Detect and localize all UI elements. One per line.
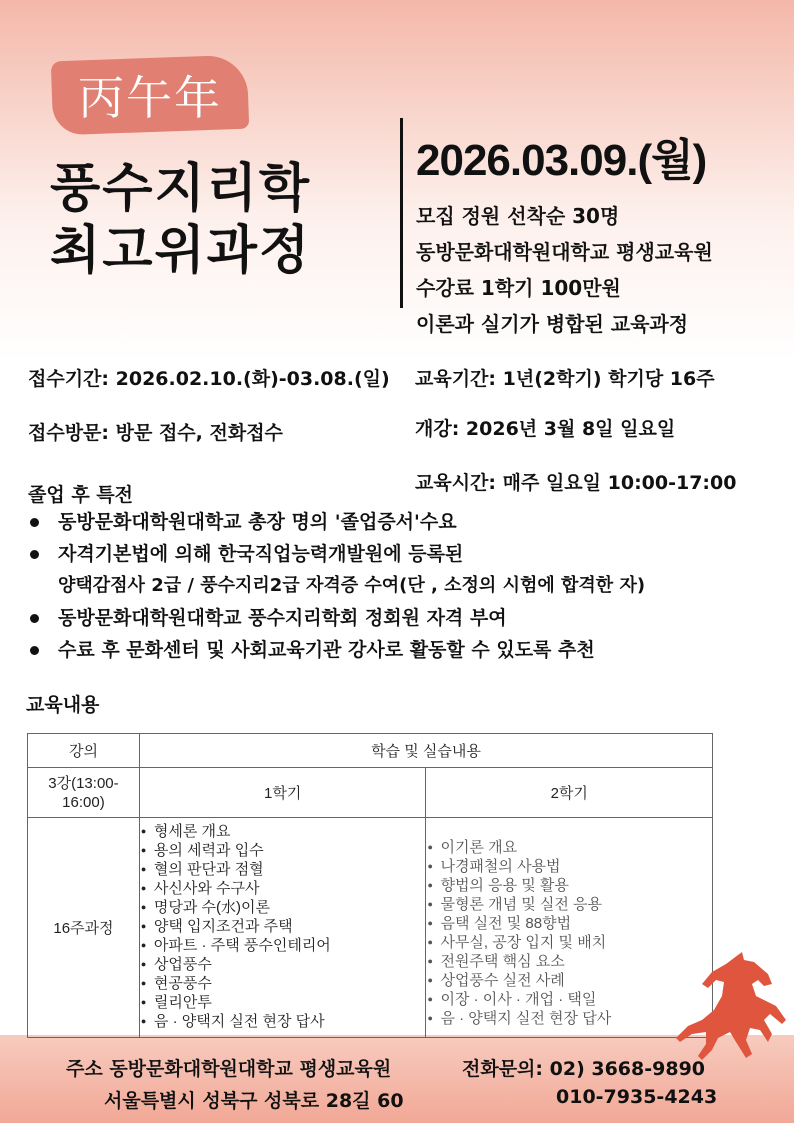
- header-content: 학습 및 실습내용: [139, 734, 712, 768]
- term1-header: 1학기: [139, 768, 426, 818]
- benefits-list: [28, 506, 788, 666]
- list-item: ● 양택 입지조건과 주택: [140, 917, 426, 936]
- info-curriculum: 이론과 실기가 병합된 교육과정: [416, 312, 689, 336]
- list-item: ● 상업풍수: [140, 955, 426, 974]
- benefit-item: 수료 후 문화센터 및 사회교육기관 강사로 활동할 수 있도록 추천: [28, 634, 788, 666]
- edu-time: 교육시간: 매주 일요일 10:00-17:00: [415, 472, 737, 494]
- phone-line2: 010-7935-4243: [556, 1086, 718, 1108]
- bullet-icon: [30, 646, 39, 655]
- horse-icon: [672, 950, 790, 1062]
- list-item: ● 이기론 개요: [426, 838, 712, 857]
- term2-list: [426, 838, 712, 1028]
- curriculum-table: [27, 733, 713, 1038]
- list-item: ● 음 · 양택지 실전 현장 답사: [426, 1009, 712, 1028]
- info-capacity: 모집 정원 선착순 30명: [416, 204, 620, 228]
- list-item: ● 형세론 개요: [140, 822, 426, 841]
- list-item: ● 사무실, 공장 입지 및 배치: [426, 933, 712, 952]
- opening-date: 개강: 2026년 3월 8일 일요일: [415, 418, 676, 440]
- phone-line1: 전화문의: 02) 3668-9890: [462, 1058, 706, 1080]
- bullet-icon: [30, 614, 39, 623]
- list-item: ● 사신사와 수구사: [140, 879, 426, 898]
- list-item: ● 음택 실전 및 88향법: [426, 914, 712, 933]
- bullet-icon: [30, 550, 39, 559]
- course-label: 16주과정: [28, 818, 140, 1038]
- benefit-item: 동방문화대학원대학교 총장 명의 '졸업증서'수요: [28, 506, 788, 538]
- list-item: ● 명당과 수(水)이론: [140, 898, 426, 917]
- apply-period: 접수기간: 2026.02.10.(화)-03.08.(일): [28, 368, 390, 390]
- course-title-line1: 풍수지리학: [50, 158, 312, 219]
- course-title-line2: 최고위과정: [50, 220, 312, 281]
- header-lecture: 강의: [28, 734, 140, 768]
- list-item: ● 아파트 · 주택 풍수인테리어: [140, 936, 426, 955]
- curriculum-title: 교육내용: [26, 694, 100, 716]
- year-badge: 丙午年: [78, 71, 222, 125]
- list-item: ● 현공풍수: [140, 974, 426, 993]
- time-label: 3강(13:00-16:00): [28, 768, 140, 818]
- term1-cell: [139, 818, 426, 1038]
- list-item: ● 이장 · 이사 · 개업 · 택일: [426, 990, 712, 1009]
- benefit-item: 동방문화대학원대학교 풍수지리학회 정회원 자격 부여: [28, 602, 788, 634]
- list-item: ● 혈의 판단과 점혈: [140, 860, 426, 879]
- list-item: ● 상업풍수 실전 사례: [426, 971, 712, 990]
- term1-list: [140, 822, 426, 1031]
- list-item: ● 음 · 양택지 실전 현장 답사: [140, 1012, 426, 1031]
- list-item: ● 나경패철의 사용법: [426, 857, 712, 876]
- term2-cell: [426, 818, 713, 1038]
- list-item: ● 용의 세력과 입수: [140, 841, 426, 860]
- apply-method: 접수방문: 방문 접수, 전화접수: [28, 422, 283, 444]
- info-institution: 동방문화대학원대학교 평생교육원: [416, 240, 713, 264]
- benefit-item-continuation: 양택감점사 2급 / 풍수지리2급 자격증 수여(단 , 소정의 시험에 합격한 자): [58, 575, 646, 596]
- term2-header: 2학기: [426, 768, 713, 818]
- info-tuition: 수강료 1학기 100만원: [416, 276, 621, 300]
- list-item: ● 향법의 응용 및 활용: [426, 876, 712, 895]
- address-line1: 주소 동방문화대학원대학교 평생교육원: [66, 1058, 392, 1080]
- benefits-title: 졸업 후 특전: [28, 484, 133, 506]
- list-item: ● 전원주택 핵심 요소: [426, 952, 712, 971]
- start-date: 2026.03.09.(월): [416, 136, 707, 185]
- list-item: ● 릴리안투: [140, 993, 426, 1012]
- list-item: ● 물형론 개념 및 실전 응용: [426, 895, 712, 914]
- address-line2: 서울특별시 성북구 성북로 28길 60: [104, 1090, 404, 1112]
- bullet-icon: [30, 518, 39, 527]
- benefit-item: 자격기본법에 의해 한국직업능력개발원에 등록된: [28, 538, 788, 570]
- edu-period: 교육기간: 1년(2학기) 학기당 16주: [415, 368, 715, 390]
- header-divider: [400, 118, 403, 308]
